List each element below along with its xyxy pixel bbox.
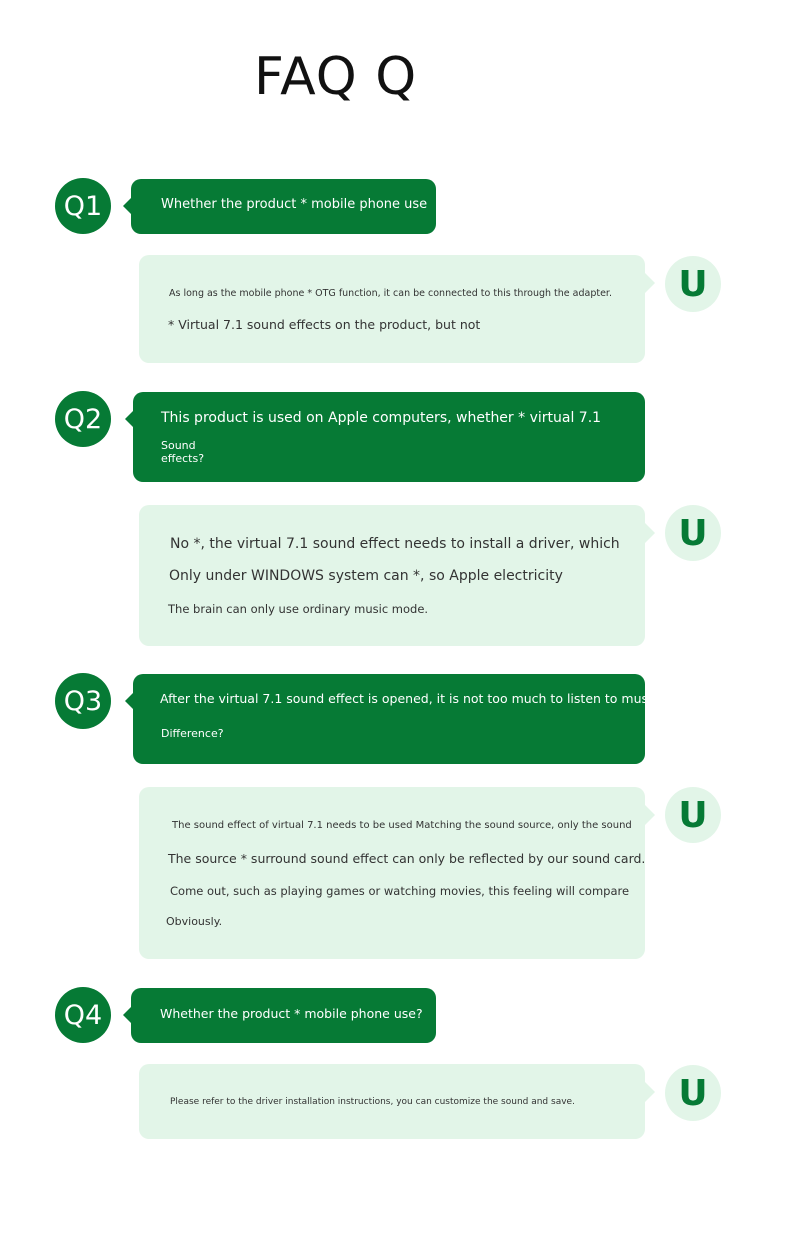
- question-badge-q4: Q4: [55, 987, 111, 1043]
- question-badge-q2: Q2: [55, 391, 111, 447]
- question-text: Whether the product * mobile phone use: [161, 197, 428, 212]
- answer-text: The sound effect of virtual 7.1 needs to be used Matching the sound source, only the sound: [172, 820, 632, 831]
- answer-text: The source * surround sound effect can only be reflected by our sound card.: [168, 851, 646, 866]
- question-badge-q1: Q1: [55, 178, 111, 234]
- answer-text: No *, the virtual 7.1 sound effect needs to install a driver, which: [170, 536, 620, 552]
- answer-text: Come out, such as playing games or watching movies, this feeling will compare: [170, 884, 630, 898]
- answer-badge-q4: U: [665, 1065, 721, 1121]
- answer-bubble-q4: [139, 1064, 645, 1139]
- question-text: Difference?: [161, 727, 224, 740]
- question-text: effects?: [161, 452, 205, 465]
- question-badge-q3: Q3: [55, 673, 111, 729]
- answer-bubble-q1: [139, 255, 645, 363]
- question-text: Sound: [161, 439, 196, 452]
- answer-bubble-q3: [139, 787, 645, 959]
- answer-text: * Virtual 7.1 sound effects on the product, but not: [168, 317, 481, 332]
- question-text: After the virtual 7.1 sound effect is opened, it is not too much to listen to music.: [160, 691, 663, 706]
- answer-text: The brain can only use ordinary music mode.: [168, 602, 429, 616]
- page-title: FAQ Q: [254, 47, 418, 107]
- answer-bubble-q2: [139, 505, 645, 646]
- question-text: Whether the product * mobile phone use?: [160, 1006, 423, 1021]
- answer-badge-q1: U: [665, 256, 721, 312]
- answer-text: Only under WINDOWS system can *, so Apple electricity: [169, 568, 563, 584]
- answer-badge-q3: U: [665, 787, 721, 843]
- question-bubble-q3: [133, 674, 663, 764]
- answer-text: Please refer to the driver installation instructions, you can customize the sound and save.: [170, 1097, 575, 1107]
- answer-text: As long as the mobile phone * OTG function, it can be connected to this through the adapter.: [169, 288, 612, 299]
- answer-badge-q2: U: [665, 505, 721, 561]
- question-text: This product is used on Apple computers, whether * virtual 7.1: [161, 410, 602, 426]
- answer-text: Obviously.: [166, 915, 223, 928]
- question-bubble-q1: [131, 179, 436, 234]
- question-bubble-q2: [133, 392, 645, 482]
- question-bubble-q4: [131, 988, 436, 1043]
